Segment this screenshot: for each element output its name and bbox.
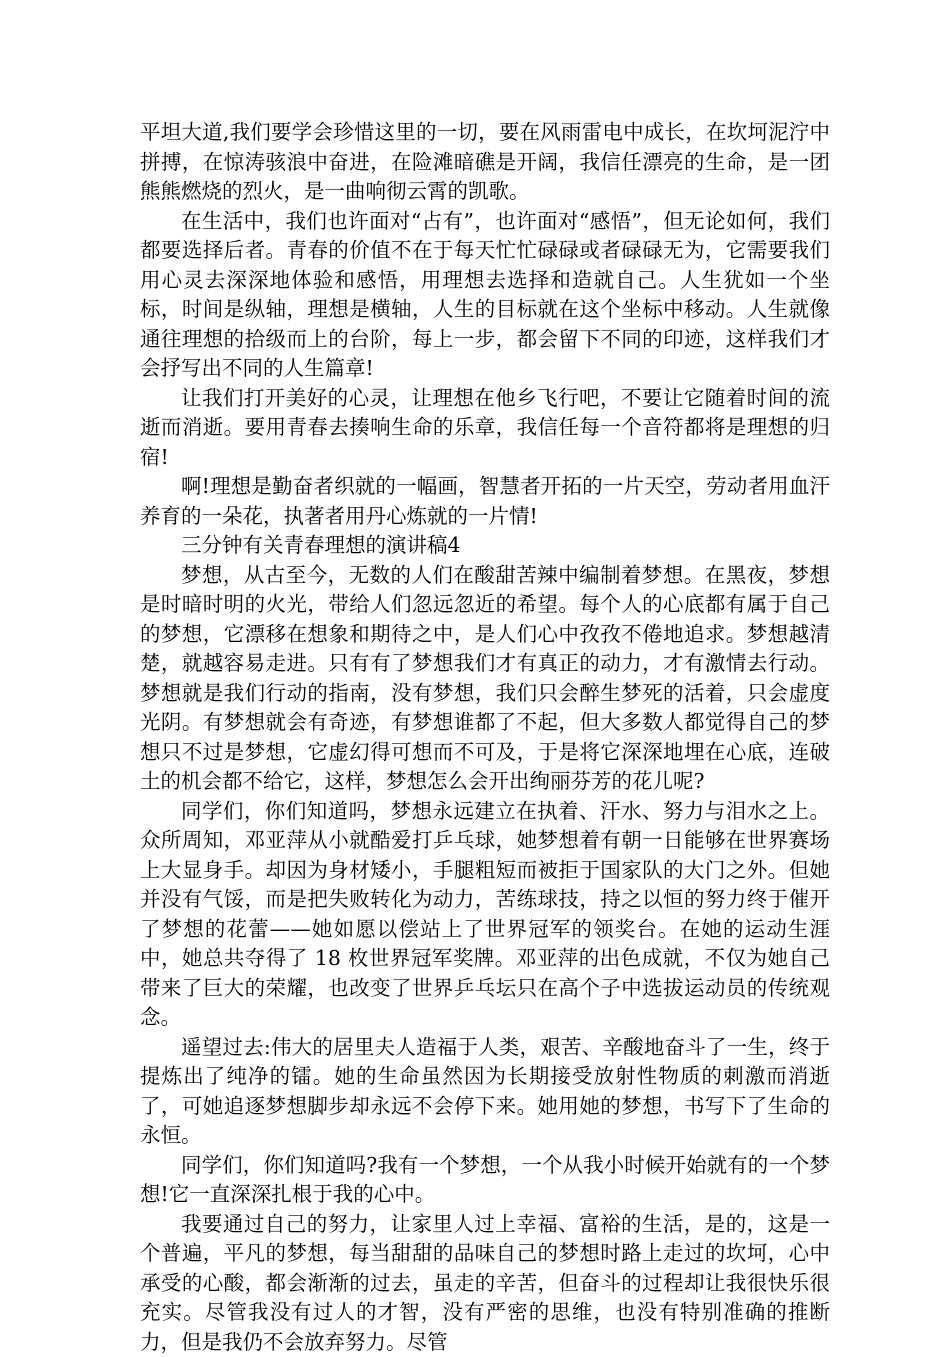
paragraph-3: 让我们打开美好的心灵，让理想在他乡飞行吧，不要让它随着时间的流逝而消逝。要用青春去揍响生命的乐章，我信任每一个音符都将是理想的归宿! <box>140 384 830 473</box>
document-body <box>140 118 830 1357</box>
paragraph-1: 平坦大道,我们要学会珍惜这里的一切，要在风雨雷电中成长，在坎坷泥泞中拼搏，在惊涛骇浪中奋进，在险滩暗礁是开阔，我信任漂亮的生命，是一团熊熊燃烧的烈火，是一曲响彻云霄的凯歌。 <box>140 118 830 207</box>
paragraph-9: 我要通过自己的努力，让家里人过上幸福、富裕的生活，是的，这是一个普遍，平凡的梦想，每当甜甜的品味自己的梦想时路上走过的坎坷，心中承受的心酸，都会渐渐的过去，虽走的辛苦，但奋斗的过程却让我很快乐很充实。尽管我没有过人的才智，没有严密的思维，也没有特别准确的推断力，但是我仍不会放弃努力。尽管 <box>140 1210 830 1357</box>
paragraph-7: 遥望过去:伟大的居里夫人造福于人类，艰苦、辛酸地奋斗了一生，终于提炼出了纯净的镭。她的生命虽然因为长期接受放射性物质的刺激而消逝了，可她追逐梦想脚步却永远不会停下来。她用她的梦想，书写下了生命的永恒。 <box>140 1033 830 1151</box>
paragraph-5: 梦想，从古至今，无数的人们在酸甜苦辣中编制着梦想。在黑夜，梦想是时暗时明的火光，带给人们忽远忽近的希望。每个人的心底都有属于自己的梦想，它漂移在想象和期待之中，是人们心中孜孜不倦地追求。梦想越清楚，就越容易走进。只有有了梦想我们才有真正的动力，才有激情去行动。梦想就是我们行动的指南，没有梦想，我们只会醉生梦死的活着，只会虚度光阴。有梦想就会有奇迹，有梦想谁都了不起，但大多数人都觉得自己的梦想只不过是梦想，它虚幻得可想而不可及，于是将它深深地埋在心底，连破土的机会都不给它，这样，梦想怎么会开出绚丽芬芳的花儿呢? <box>140 561 830 797</box>
paragraph-6: 同学们，你们知道吗，梦想永远建立在执着、汗水、努力与泪水之上。众所周知，邓亚萍从小就酷爱打乒乓球，她梦想着有朝一日能够在世界赛场上大显身手。却因为身材矮小，手腿粗短而被拒于国家队的大门之外。但她并没有气馁，而是把失败转化为动力，苦练球技，持之以恒的努力终于催开了梦想的花蕾——她如愿以偿站上了世界冠军的领奖台。在她的运动生涯中，她总共夺得了 18 枚世界冠军奖牌。邓亚萍的出色成就，不仅为她自己带来了巨大的荣耀，也改变了世界乒乓坛只在高个子中选拔运动员的传统观念。 <box>140 797 830 1033</box>
paragraph-4: 啊!理想是勤奋者织就的一幅画，智慧者开拓的一片天空，劳动者用血汗养育的一朵花，执著者用丹心炼就的一片情! <box>140 472 830 531</box>
section-heading: 三分钟有关青春理想的演讲稿4 <box>140 531 830 561</box>
paragraph-8: 同学们，你们知道吗?我有一个梦想，一个从我小时候开始就有的一个梦想!它一直深深扎根于我的心中。 <box>140 1151 830 1210</box>
paragraph-2: 在生活中，我们也许面对“占有”，也许面对“感悟”，但无论如何，我们都要选择后者。青春的价值不在于每天忙忙碌碌或者碌碌无为，它需要我们用心灵去深深地体验和感悟，用理想去选择和造就自己。人生犹如一个坐标，时间是纵轴，理想是横轴，人生的目标就在这个坐标中移动。人生就像通往理想的拾级而上的台阶，每上一步，都会留下不同的印迹，这样我们才会抒写出不同的人生篇章! <box>140 207 830 384</box>
